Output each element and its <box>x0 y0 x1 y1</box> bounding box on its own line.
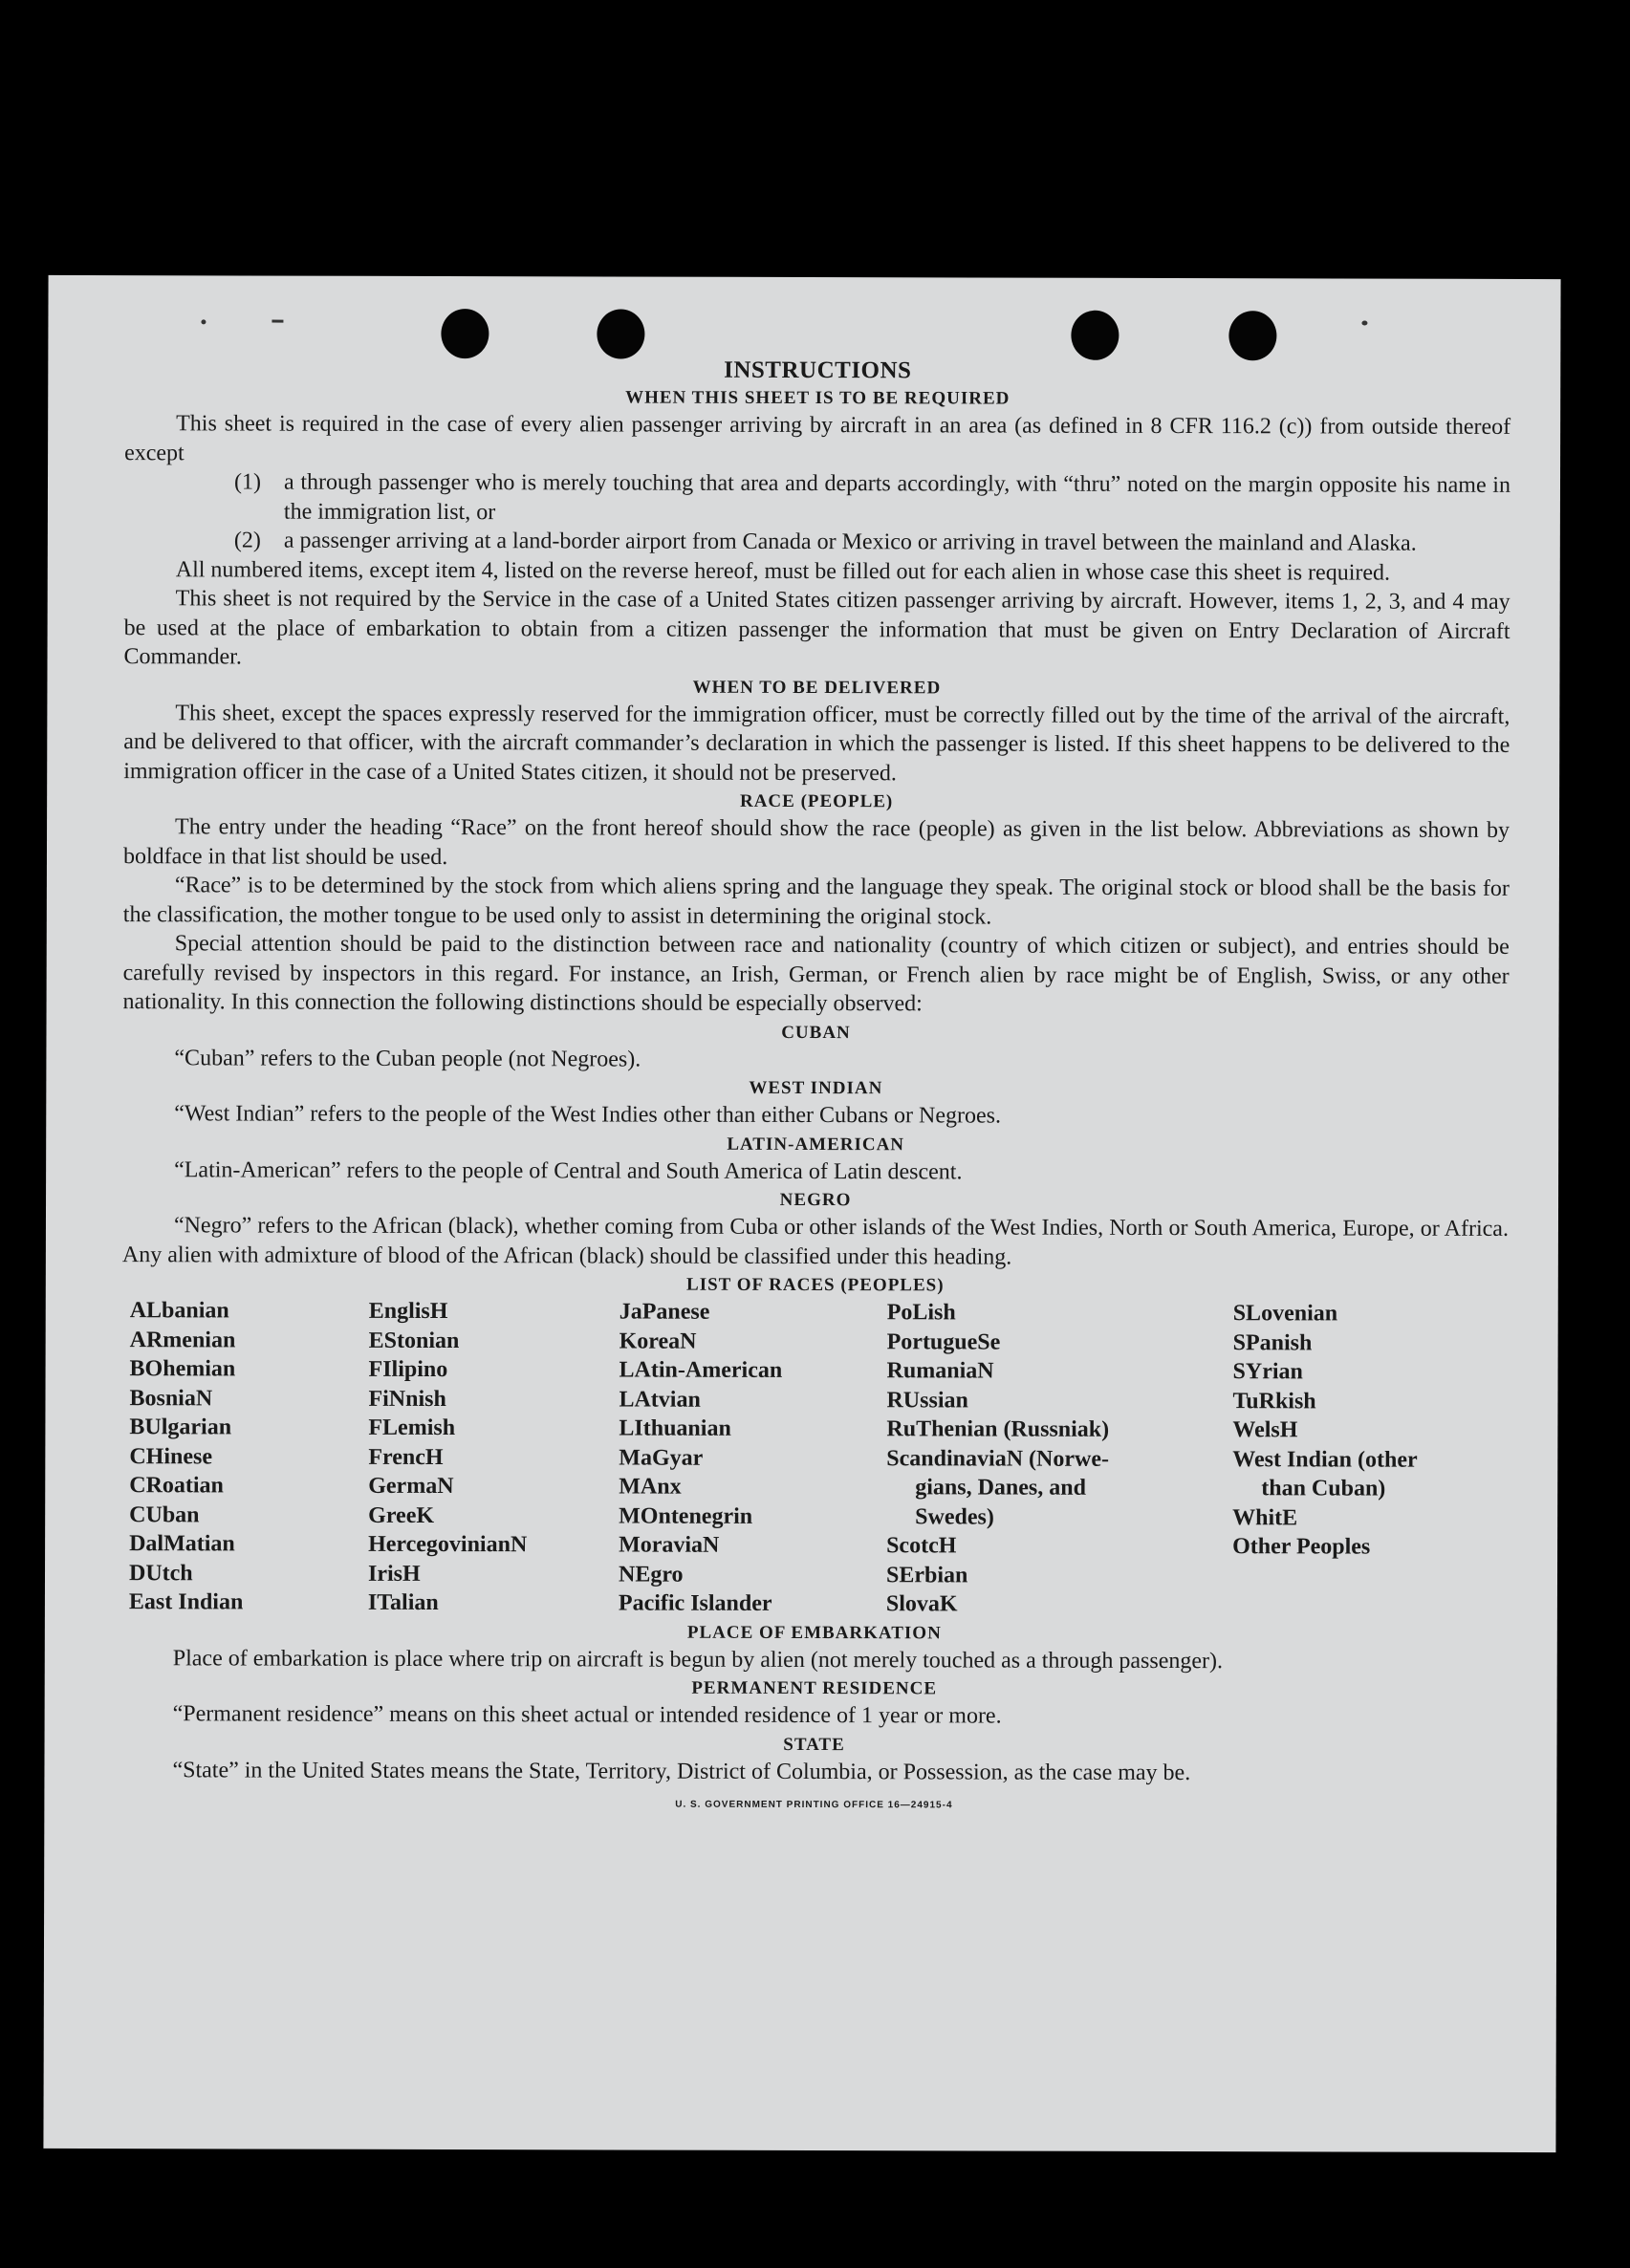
speck <box>201 319 206 324</box>
race-entry: GermaN <box>368 1473 454 1500</box>
race-entry: GreeK <box>368 1502 435 1528</box>
section-heading: STATE <box>783 1734 845 1755</box>
section-heading: WHEN TO BE DELIVERED <box>692 677 942 698</box>
races-column <box>886 1298 1233 1619</box>
numbered-item <box>124 526 1510 558</box>
race-entry: DalMatian <box>129 1531 235 1557</box>
race-entry: NEgro <box>618 1561 684 1588</box>
paragraph: This sheet is not required by the Service in the case of a United States citizen passenger arriving by aircraft. However, items 1, 2, 3, and 4 may be used at the place of embarkation to obtain from a citizen passenger the information that must be given on Entry Declaration of Aircraft Commander. <box>123 586 1510 670</box>
race-entry: CUban <box>129 1501 200 1527</box>
section-heading: WEST INDIAN <box>749 1077 883 1099</box>
race-entry: ScandinaviaN (Norwe- <box>886 1445 1110 1472</box>
speck <box>272 320 283 323</box>
punch-hole <box>441 309 489 358</box>
definition: “State” in the United States means the State, Territory, District of Columbia, or Possession, as the case may be. <box>172 1757 1191 1785</box>
race-entry: PortugueSe <box>886 1328 1001 1355</box>
race-entry: LAtin-American <box>619 1357 783 1383</box>
definition: “Cuban” refers to the Cuban people (not Negroes). <box>174 1045 641 1072</box>
races-column <box>619 1297 887 1618</box>
race-entry: Other Peoples <box>1232 1534 1371 1560</box>
race-entry: WhitE <box>1232 1504 1298 1530</box>
race-entry: JaPanese <box>619 1299 710 1325</box>
races-column <box>368 1297 619 1618</box>
race-entry: IrisH <box>367 1561 421 1587</box>
race-entry: Swedes) <box>915 1503 994 1530</box>
race-entry: PoLish <box>886 1300 956 1326</box>
definition: “Latin-American” refers to the people of Central and South America of Latin descent. <box>174 1156 963 1184</box>
race-entry: ARmenian <box>129 1327 236 1352</box>
item-number: (2) <box>233 528 261 553</box>
printer-imprint: U. S. GOVERNMENT PRINTING OFFICE 16—24915-4 <box>675 1799 953 1811</box>
race-entry: LIthuanian <box>619 1415 731 1441</box>
paragraph: “Race” is to be determined by the stock from which aliens spring and the language they speak. The original stock or blood shall be the basis for the classification, the mother tongue to be used only to assist in determining the original stock. <box>122 873 1510 930</box>
race-entry: EStonian <box>368 1328 460 1353</box>
definition: Place of embarkation is place where trip on aircraft is begun by alien (not merely touched as a through passenger). <box>172 1645 1224 1674</box>
punch-hole <box>1071 311 1119 360</box>
race-entry: CRoatian <box>129 1473 224 1499</box>
race-entry: RuThenian (Russniak) <box>886 1416 1110 1442</box>
section-heading: WHEN THIS SHEET IS TO BE REQUIRED <box>625 387 1011 409</box>
section-heading: RACE (PEOPLE) <box>739 790 894 812</box>
races-list <box>129 1296 1509 1620</box>
punch-hole <box>597 309 644 358</box>
section-heading: LATIN-AMERICAN <box>727 1134 905 1155</box>
race-entry: West Indian (other <box>1232 1446 1418 1473</box>
punch-hole <box>1228 311 1276 360</box>
race-entry: ALbanian <box>129 1298 229 1324</box>
race-entry: MaGyar <box>619 1444 704 1471</box>
paragraph: This sheet is required in the case of every alien passenger arriving by aircraft in an area (as defined in 8 CFR 116.2 (c)) from outside thereof except <box>124 411 1511 465</box>
definition: “West Indian” refers to the people of the West Indies other than either Cubans or Negroes. <box>174 1101 1002 1129</box>
race-entry: MOntenegrin <box>619 1502 753 1529</box>
speck <box>1361 321 1367 326</box>
item-text: a passenger arriving at a land-border airport from Canada or Mexico or arriving in travel between the mainland and Alaska. <box>283 528 1417 556</box>
race-entry: FLemish <box>368 1415 456 1441</box>
race-entry: SlovaK <box>885 1591 958 1617</box>
race-entry: SYrian <box>1232 1359 1303 1385</box>
race-entry: FIlipino <box>368 1356 448 1383</box>
races-column <box>129 1296 369 1617</box>
race-entry: BUlgarian <box>129 1415 232 1440</box>
section-heading: LIST OF RACES (PEOPLES) <box>686 1274 945 1296</box>
paragraph: All numbered items, except item 4, listed on the reverse hereof, must be filled out for each alien in whose case this sheet is required. <box>175 556 1391 586</box>
race-entry: CHinese <box>129 1443 213 1469</box>
race-entry: MoraviaN <box>619 1532 720 1558</box>
race-entry: gians, Danes, and <box>915 1475 1087 1501</box>
instructions-content <box>120 356 1510 1812</box>
definition: “Negro” refers to the African (black), whether coming from Cuba or other islands of the West Indies, North or South America, Europe, or Africa. Any alien with admixture of blood of the African (black) should be classified under this heading. <box>121 1213 1509 1270</box>
race-entry: EnglisH <box>368 1298 448 1325</box>
race-entry: BOhemian <box>129 1356 236 1382</box>
race-entry: RumaniaN <box>886 1358 994 1384</box>
definition: “Permanent residence” means on this sheet actual or intended residence of 1 year or more. <box>172 1701 1002 1729</box>
section-heading: CUBAN <box>781 1022 851 1043</box>
races-column <box>1232 1299 1482 1620</box>
race-entry: HercegovinianN <box>368 1531 528 1558</box>
race-entry: ScotcH <box>886 1533 957 1559</box>
race-entry: LAtvian <box>619 1386 701 1413</box>
race-entry: RUssian <box>886 1387 968 1413</box>
race-entry: WelsH <box>1232 1417 1298 1443</box>
race-entry: SErbian <box>885 1562 968 1588</box>
race-entry: FiNnish <box>368 1386 446 1412</box>
race-entry: SPanish <box>1232 1329 1313 1355</box>
section-heading: PLACE OF EMBARKATION <box>686 1622 942 1643</box>
section-heading: PERMANENT RESIDENCE <box>691 1677 938 1699</box>
race-entry: MAnx <box>619 1474 682 1500</box>
race-entry: DUtch <box>128 1560 193 1586</box>
paragraph: This sheet, except the spaces expressly reserved for the immigration officer, must be correctly filled out by the time of the arrival of the aircraft, and be delivered to that officer, with the aircraft commander’s declaration in which the passenger is listed. If this sheet happens to be delivered to the immigration officer in the case of a United States citizen, it should not be preserved. <box>123 700 1510 786</box>
race-entry: BosniaN <box>129 1385 213 1411</box>
item-text: a through passenger who is merely touching that area and departs accordingly, with “thru” noted on the margin opposite his name in the immigration list, or <box>283 469 1511 525</box>
paragraph: Special attention should be paid to the distinction between race and nationality (country of which citizen or subject), and entries should be carefully revised by inspectors in this regard. For instance, an Irish, German, or French alien by race might be of English, Swiss, or any other nationality. In this connection the following distinctions should be especially observed: <box>122 931 1510 1017</box>
paragraph: The entry under the heading “Race” on the front hereof should show the race (people) as given in the list below. Abbreviations as shown by boldface in that list should be used. <box>122 814 1510 870</box>
race-entry: SLovenian <box>1232 1301 1338 1327</box>
race-entry: FrencH <box>368 1444 444 1470</box>
numbered-item <box>124 467 1510 529</box>
race-entry: TuRkish <box>1232 1388 1316 1414</box>
race-entry: East Indian <box>128 1589 244 1615</box>
race-entry: KoreaN <box>619 1328 697 1354</box>
document-sheet <box>43 275 1560 2152</box>
race-entry: than Cuban) <box>1261 1476 1386 1501</box>
item-number: (1) <box>233 469 262 495</box>
section-heading: NEGRO <box>779 1189 852 1211</box>
page-title: INSTRUCTIONS <box>724 356 912 384</box>
race-entry: Pacific Islander <box>618 1590 772 1616</box>
race-entry: ITalian <box>367 1589 439 1616</box>
